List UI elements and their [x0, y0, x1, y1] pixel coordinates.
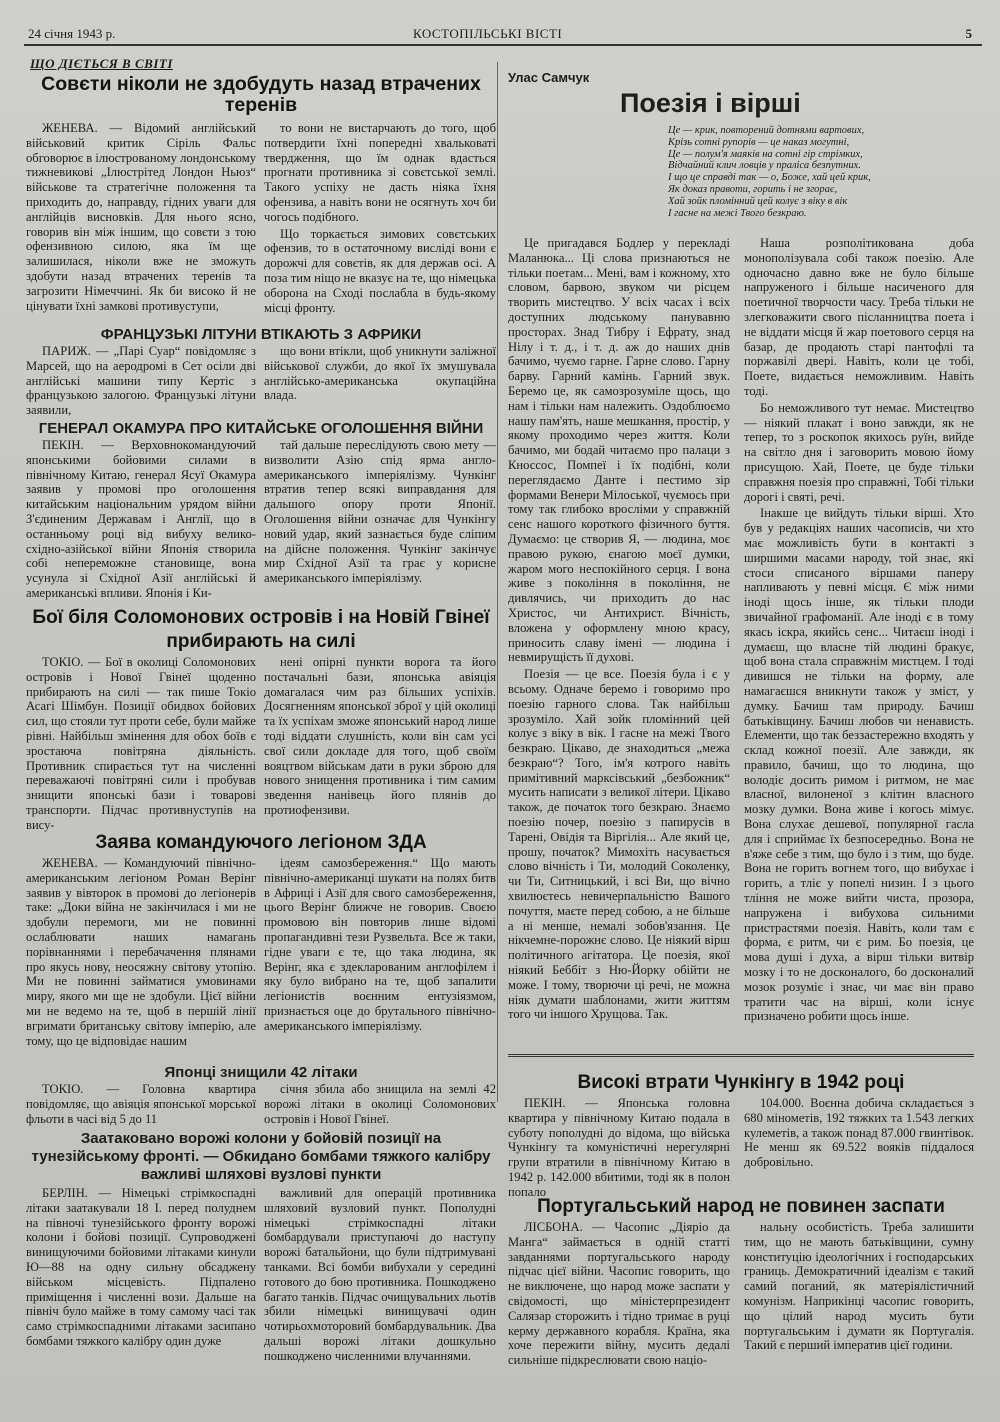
headline-legion: Заява командуючого легіоном ЗДА — [95, 832, 427, 853]
article-text: нальну особистість. Треба залишити тим, що не мають батьківщини, сумну конституцію ідеологічних і господарських границь. Демократичний ідеалізм є такий самий поганий, як матеріялістичний комунізм. Наприкінці часопис говорить, що цілий народ мусить бути португальським і думати як Португалія. Такий є перший імператив цієї години. — [744, 1220, 974, 1353]
article-text: ПЕКІН. — Верховнокомандуючий японськими бойовими силами в північному Китаю, генерал Ясуї Окамура заявив у промові про оголошення китайським національним урядом війни З'єдиненим Державам і Англії, що в останньому році від вибуху велико-східно-азійської війни Японія створила собі непереможне становище, вона усунула зі Східної Азії англійські й американські впливи. Японія і Ки- — [26, 438, 256, 600]
article-text: Інакше це вийдуть тільки вірші. Хто був у редакціях наших часописів, чи хто має можливість бути в контакті з ширшими масами народу, той знає, які стоси списаного віршами паперу напливають у певні місця. Є між ними іноді щось інше, як тільки плоди звичайної графоманії. Але іноді є в тому якась іскра, якийсь сенс... Читаєш іноді і думаєш, що власне тій людині бракує, щоб вона стала справжнім мистцем. І тоді дивишся не тільки на форму, але намагаєшся вникнути також у зміст, у думку. Бачиш там природу. Бачиш батьківщину. Бачиш любов чи ненависть. Елементи, що так беззастережно входять у склад кожної поезії. Але завжди, як правило, бачиш, що то людина, що володіє досить римом і ритмом, не має власної, вилоненої з клітин власного мозку думки. Вона живе і когось мімує. Вона слухає дешевої, популярної гасла для і сприймає їх безпосередньо. Вона не в'яже себе з тим, що було і з тим, що буде. Вона не горить вогнем того, що вибухає і горить, а тліє у попелі низин. І з цього тління не може вийти чиста, прозора, напружена і вибухова сильними пристрастями поезія. Навіть, коли там є форма, є ритм, чи є рим. Бо поезія, це мова душі і духа, а вірш тільки витвір мозку і то не досконалого, бо досконалий мозок розуміє і знає, чи має він право тратити час на вірші, коли існує призначено робити щось інше. — [744, 506, 974, 1024]
article-soviets-col2 — [264, 121, 496, 315]
article-portugal-col2 — [744, 1220, 974, 1372]
epigraph-line: Як доказ правоти, горить і не згорає, — [668, 183, 838, 195]
article-text: січня збила або знищила на землі 42 ворожі літаки в околиці Соломонових островів і Нової Гвінеї. — [264, 1082, 496, 1126]
article-legion-col1 — [26, 856, 256, 1048]
article-text: ЛІСБОНА. — Часопис „Діяріо да Манга“ займається в одній статті завданнями португальського народу підчас цієї війни. Часопис говорить, що не виключене, що народ може заспати у свідомості, що міністерпрезидент Салязар сторожить і тідно тримає в руці керму державного корабля. Країна, яка хоче пережити війну, мусить дедалі сильніше підкреслювати свою націо- — [508, 1220, 730, 1368]
article-japanese-col1 — [26, 1082, 256, 1128]
article-text: 104.000. Воєнна добича складається з 680 мінометів, 192 тяжких та 1.543 легких кулеметів, а також понад 87.000 гвинтівок. Не менш як 69.522 вояків піддалося добровільно. — [744, 1096, 974, 1170]
article-text: ТОКІО. — Бої в околиці Соломонових островів і Нової Гвінеї щоденно прибирають на силі — так пише Токіо Асагі Шімбун. Позиції обидвох бойових сил, що стояли тут проти себе, були майже рівні. Найбільш змінення для обох боїв є зростаюча повітряна діяльність. Противник спирається тут на численні переважаючі повітряні сили і пробував знищити японські бази і товарові транспорти. Підчас противнуступів на вису- — [26, 655, 256, 832]
epigraph-line: Відчайний клич ловців у праліса безпутних. — [668, 160, 861, 172]
article-text: БЕРЛІН. — Німецькі стрімкоспадні літаки заатакували 18 І. перед полуднем на півночі тунезійського фронту ворожі колони і бойові позиції. Супроводжені винищуючими бойовими літаками кинули Ю—88 на одну сильну обсаджену військом місцевість. Підпалено приміщення і численні вози. Дальше на північ було майже в тому самому часі так само стрімкоспадними літаками засипано бомбами тяжкого калібру один дуже — [26, 1186, 256, 1348]
epigraph-line: Крізь сотні рупорів — це наказ могутні, — [668, 136, 850, 148]
article-chunking-col2 — [744, 1096, 974, 1184]
column-divider — [497, 62, 498, 1102]
article-poetry-col1 — [508, 236, 730, 1064]
article-french-col2 — [264, 344, 496, 418]
article-text: Це пригадався Бодлер у перекладі Маланюка... Ці слова признаються не тільки поетам... Мені, вам і кожному, хто словом, барвою, звуком чи рісцем творить мистецтво. У всіх часах і всіх доступних людському панувавню просторах. Знад Тибру і Ефрату, знад Нілу і т. д., і т. д. аж до наших днів бачимо, чуємо гарне. Гарне слово. Гарну барву. Гарний камінь. Гарний звук. Беремо це, як самозрозуміле щось, що нам і тільки нам належить. Оздоблюємо нашу пам'ять, наше мешкання, простір, у якому проходимо через життя. Коли бачимо, ми бодай читаємо про палаци з Кноссос, Помпеї і їх подібні, коли переглядаємо Данте і пестимо зір формами Венери Мілоської, чуємось при тому так глибоко вросліми у справжній сенс нашого короткого фізичного буття. Думаємо: це створив Я, — людина, моє правою рукою, єнагою моєї думки, жаром мого неспокійного серця. І вона живе з покоління в покоління, не дивлячись, чи приходить до нас Христос, чи Антихрист. Вічність, вложена у оформлену мною красу, приносить славу імені — людина і невмирущість її духові. — [508, 236, 730, 665]
section-rule — [508, 1054, 974, 1057]
article-text: важливий для операцій противника шляховий вузловий пункт. Пополудні німецькі стрімкоспадні літаки бомбардували приступаючі до наступу ворожі батальйони, що були підтримувані танками. Всі бомби вибухали у середині готового до бою противника. Пошкоджено багато танків. Підчас очищувальних льотів збили німецькі винищувачі один чотирьохмоторовий бомбардувальник. Два дальші ворожі літаки дошкульно пошкоджено численними влучаннями. — [264, 1186, 496, 1363]
section-rubric: ЩО ДІЄТЬСЯ В СВІТІ — [30, 56, 173, 71]
article-text: Поезія — це все. Поезія була і є у всьому. Одначе беремо і говоримо про поезію гарного слова. Так найбільш зрозуміло. Хай зойк пломінний цей колує з віку в вік. І гасне на межі Твого безкраю. Цікаво, де знаходиться „межа безкраю“? Того, ім'я котрого навіть примітивний марксівський „безбожник“ мусить написати з великої літери. Цікаво також, де початок того безкраю. Знаємо поезію почер, поезію з папирусів в Тарені, Овідія та Віргілія... Але який це, прошу, початок? Мимохіть насувається слово вічність і Ти, молодий Соколенку, чи Ти, Ситницький, і всі Ви, що вічно хвилюєтесь невичерпальністю Вашого почуття, маєте перед собою, а не більше а ні менше, немалі зобов'язання. Це нікчемне-порожнє слово. Це ніякий вірш політичного агітатора. Це поезія, якої ніякий Беббіт з Ню-Йорку обійти не може. І тому, творючи ці речі, не можна ніяк думати шаблонами, жити життям того чи іншого Хрущова. Так. — [508, 667, 730, 1022]
epigraph-line: Хай зойк пломінний цей колує з віку в вік — [668, 195, 848, 207]
headline-portugal: Португальський народ не повинен заспати — [537, 1196, 945, 1217]
headline-poetry: Поезія і вірші — [620, 88, 801, 118]
article-legion-col2 — [264, 856, 496, 1048]
epigraph-line: Це — крик, повторений дотнями вартових, — [668, 125, 865, 136]
article-portugal-col1 — [508, 1220, 730, 1372]
headline-tunisia: Заатаковано ворожі колони у бойовій позиції на тунезійському фронті. — Обкидано бомбами тяжкого калібру важливі шляхові вузлові пункти — [31, 1130, 491, 1183]
epigraph-line: І що це справді так — о, Боже, хай цей крик, — [668, 172, 871, 184]
article-text: ідеям самозбереження.“ Що мають північно-американці шукати на полях битв в Африці і Азії для свого самозбереження, цього Верінг ближче не говорив. Своєю промовою він повторив лише відомі пропагандивні тези Рузвельта. Все ж таки, гідне уваги є те, що така людина, як Верінг, яка є здекларованим англофілем і яку було вибрано на те, щоб запалити легіонистів воєнним ентузіязмом, признається оце до брутального північно-американського імперіялізму. — [264, 856, 496, 1033]
headline-soviets: Совєти ніколи не здобудуть назад втрачених теренів — [41, 73, 481, 116]
article-text: ТОКІО. — Головна квартира повідомляє, що авіяція японської морської фльоти в часі від 5 до 11 — [26, 1082, 256, 1126]
headline-japanese-42: Японці знищили 42 літаки — [164, 1064, 358, 1081]
headline-solomon: Бої біля Соломонових островів і на Новій Гвінеї прибирають на силі — [32, 607, 490, 652]
article-text: що вони втікли, щоб уникнути заліжної військової служби, до якої їх змушувала англійсько-американська окупаційна влада. — [264, 344, 496, 403]
article-solomon-col2 — [264, 655, 496, 817]
article-text: ЖЕНЕВА. — Командуючий північно-американським легіоном Роман Верінг заявив у вівторок в промові до легіонерів таке: „Доки війна не закінчилася і ми не здобули перемоги, ми не повинні ослаблювати наших намагань порівнаннями і перебачачення плянами про якусь нову, неосяжну світову утопію. Ми не повинні займатися умовинами миру, якого ми ще не здобули. Цієї війни ми не ведемо на те, щоб в першій лінії вгримати британську світову імперію, але тому, що це відповідає нашим — [26, 856, 256, 1048]
issue-date: 24 січня 1943 р. — [28, 26, 116, 41]
article-text: Бо неможливого тут немає. Мистецтво — ніякий плакат і воно завжди, як не тепер, то з роскопок якихось руїн, вийде на світло дня і заговорить мовою йому присущою. Хай, Поете, це буде тільки справжня поезія про справжні, Тобі тільки дорогі і святі, речі. — [744, 400, 974, 504]
article-text: ПЕКІН. — Японська головна квартира у північному Китаю подала в суботу пополудні до відома, що війська Чункінгу та комуністичні нерегулярні групи втратили в північному Китаю в 1942 р. 142.000 вбитими, тоді як в полон попало — [508, 1096, 730, 1199]
article-text: то вони не вистарчають до того, щоб потвердити їхні попередні хвальковаті твердження, що їм однак вдасться прогнати противника зі совєтської землі. Такого успіху не дасть ніяка їхня офензива, а навіть вони не осягнуть хоч би чогось подібного. — [264, 121, 496, 224]
article-okamura-col2 — [264, 438, 496, 598]
epigraph-line: І гасне на межі Твого безкраю. — [668, 207, 807, 219]
masthead: КОСТОПІЛЬСЬКІ ВІСТІ — [413, 26, 563, 41]
epigraph-line: Це — полум'я маяків на сотні гір стрімких, — [668, 148, 863, 160]
headline-french-pilots: ФРАНЦУЗЬКІ ЛІТУНИ ВТІКАЮТЬ З АФРИКИ — [100, 326, 422, 343]
headline-okamura: ГЕНЕРАЛ ОКАМУРА ПРО КИТАЙСЬКЕ ОГОЛОШЕННЯ ВІЙНИ — [38, 420, 484, 437]
article-okamura-col1 — [26, 438, 256, 598]
article-tunisia-col1 — [26, 1186, 256, 1372]
poetry-epigraph — [668, 125, 871, 219]
article-text: ПАРИЖ. — „Парі Суар“ повідомляє з Марсей, що на аеродромі в Сет осіли дві англійські машини типу Кертіс з французькою залогою. Французькі літуни заявили, — [26, 344, 256, 418]
article-soviets-col1 — [26, 121, 256, 313]
article-poetry-col2 — [744, 236, 974, 1064]
article-japanese-col2 — [264, 1082, 496, 1128]
article-text: нені опірні пункти ворога та його постачальні бази, японська авіяція домагалася чим раз більших успіхів. Досягненням японської зброї у цій околиці та їх успіхам зможе японський народ лише тоді віддати слушність, коли він сам усі свої сили докладе для того, щоб своїм вояцтвом військам дати в руки зброю для нового знищення противника і тим самим зведення нанівець його плянів до протиофензиви. — [264, 655, 496, 817]
page-number: 5 — [965, 26, 972, 41]
page-header — [28, 26, 980, 44]
article-french-col1 — [26, 344, 256, 418]
header-rule — [24, 44, 982, 46]
article-solomon-col1 — [26, 655, 256, 832]
article-text: ЖЕНЕВА. — Відомий англійський військовий критик Сіріль Фальс обговорює в ілюстрованому лондонському тижневикові „Ілюстрітед Лондон Ньюз“ військове та стратегічне положення та приходить до, направду, гідних уваги для англійців висновків. Для нього ясно, говорив він між іншим, що совєти з тою офензивною силою, яка їм ще залишилася, ніколи вже не зможуть здобути назад втрачених теренів та загрозити Німеччині. Як би високо й не цінувати їхні замкові противуступи, — [26, 121, 256, 313]
article-chunking-col1 — [508, 1096, 730, 1199]
article-tunisia-col2 — [264, 1186, 496, 1372]
poetry-author: Улас Самчук — [508, 70, 590, 85]
article-text: Наша розполітикована доба монополізувала собі також поезію. Але одночасно давно вже не було більше напруженого і більше насиченого для поетичної творчости часу. Треба тільки не злегковажити свого післанництва поета і не віддати місця й жар поетового серця на базар, де продають старі пантофлі та поржавілі двері. Навіть, коли це тобі, Поете, видається неможливим. Навіть тоді. — [744, 236, 974, 398]
article-text: Що торкається зимових совєтських офензив, то в остаточному висліді вони є дорожчі для совєтів, як для держав осі. А поза тим ніщо не вказує на те, що німецька оборона на Сході послабла в будь-якому місці фронту. — [264, 226, 496, 315]
headline-chunking: Високі втрати Чункінгу в 1942 році — [577, 1072, 905, 1093]
article-text: тай дальше переслідують свою мету — визволити Азію спід ярма англо-американського імперіялізму. Чункінг втратив тепер всякі виправдання для дальшого опору проти Японії. Оголошення війни означає для Чункінгу новий удар, який зазнається буде сліпим на дійсне положення. Чункінг закінчує мир Східної Азії та грає у корисне американського імперіялізму. — [264, 438, 496, 586]
